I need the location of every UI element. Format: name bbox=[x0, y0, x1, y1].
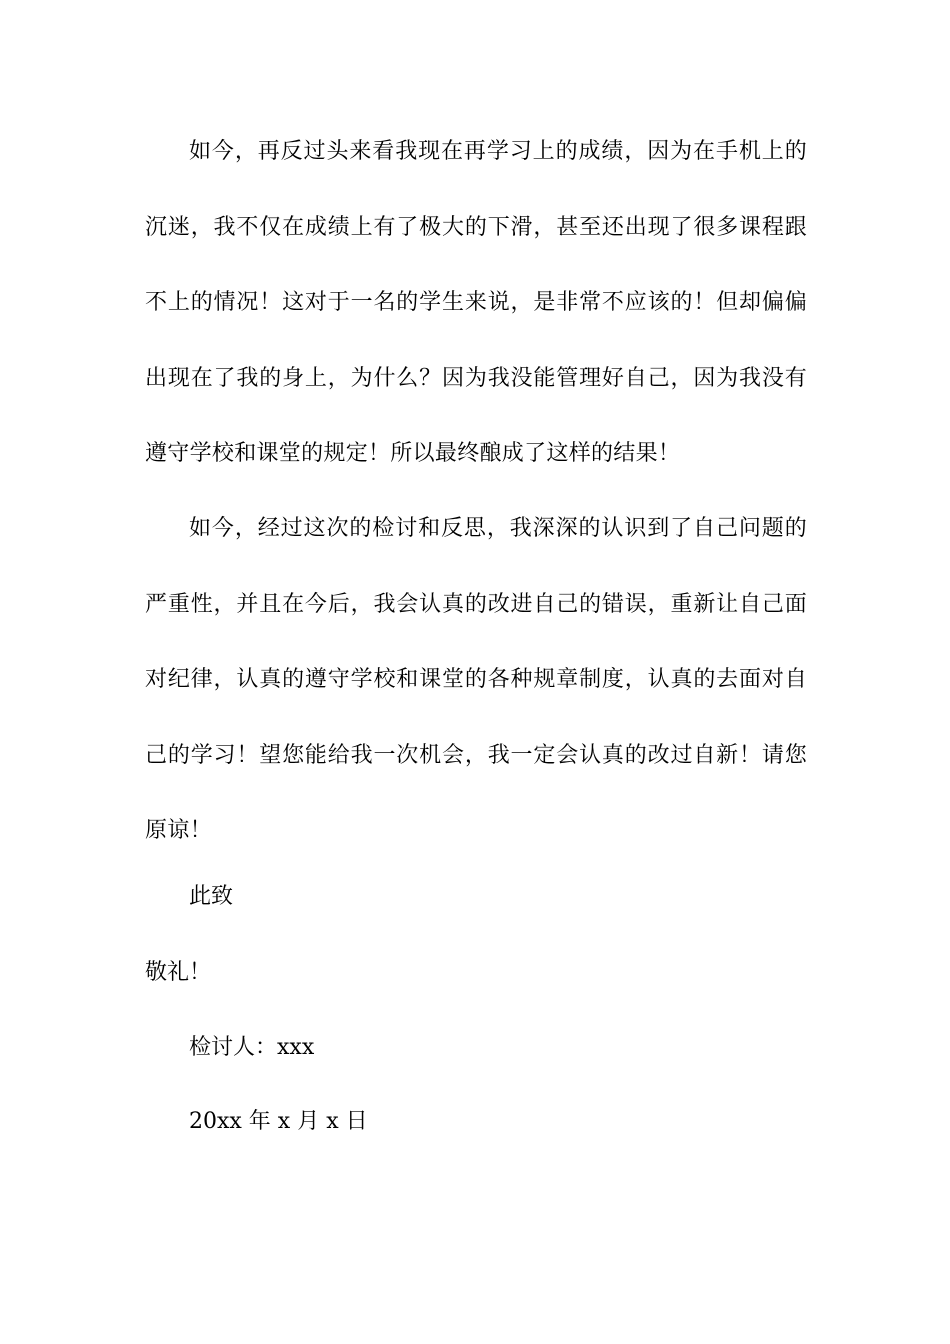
document-page bbox=[145, 0, 807, 1344]
paragraph-2: 如今，经过这次的检讨和反思，我深深的认识到了自己问题的严重性，并且在今后，我会认真的改进自己的错误，重新让自己面对纪律，认真的遵守学校和课堂的各种规章制度，认真的去面对自己的学习！望您能给我一次机会，我一定会认真的改过自新！请您原谅！ bbox=[145, 516, 807, 843]
signature-line: 检讨人：xxx bbox=[189, 1035, 315, 1060]
paragraph-1: 如今，再反过头来看我现在再学习上的成绩，因为在手机上的沉迷，我不仅在成绩上有了极大的下滑，甚至还出现了很多课程跟不上的情况！这对于一名的学生来说，是非常不应该的！但却偏偏出现在了我的身上，为什么？因为我没能管理好自己，因为我没有遵守学校和课堂的规定！所以最终酿成了这样的结果！ bbox=[145, 139, 807, 466]
date-line: 20xx 年 x 月 x 日 bbox=[189, 1109, 368, 1134]
salute-line: 敬礼！ bbox=[145, 960, 212, 985]
closing-line: 此致 bbox=[189, 884, 234, 909]
